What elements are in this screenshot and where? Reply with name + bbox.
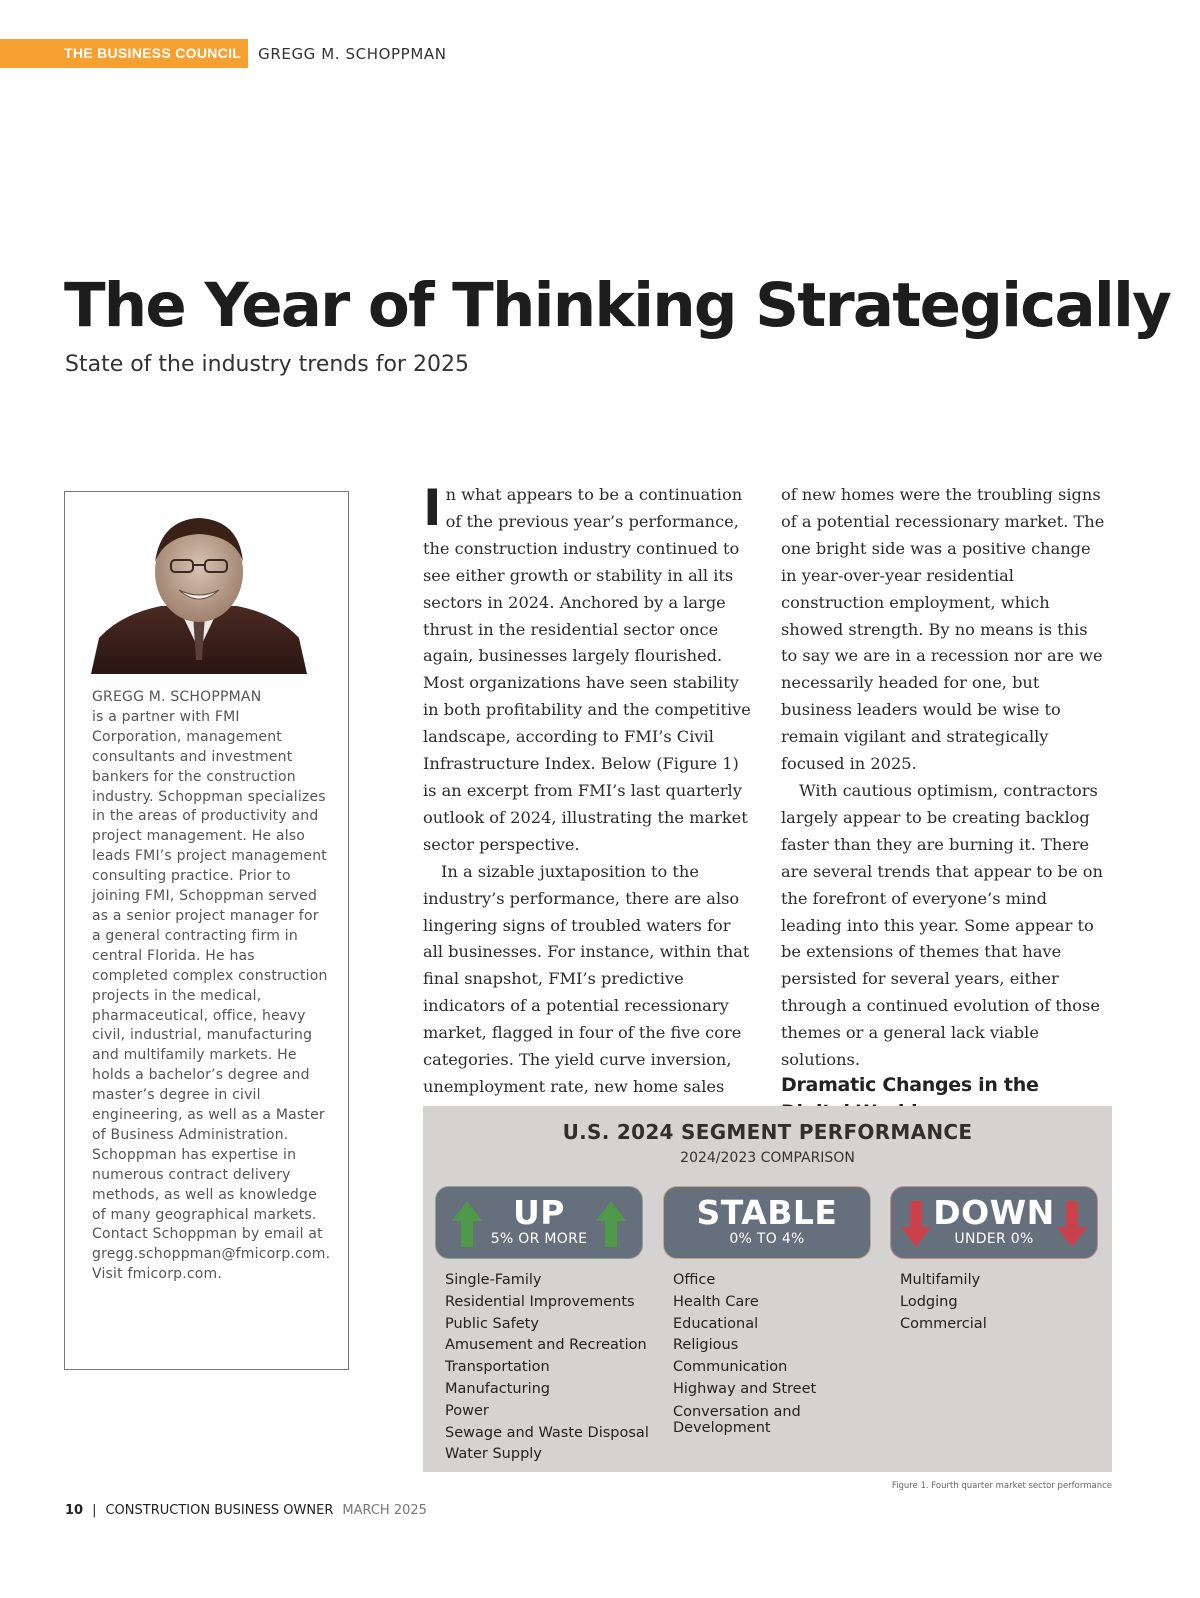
figure-title: U.S. 2024 SEGMENT PERFORMANCE [562,1120,973,1144]
badge-stable-label: STABLE [696,1193,838,1232]
list-item: Manufacturing [445,1380,550,1397]
paragraph-3: of new homes were the troubling signs of a potential recessionary market. The one bright side was a positive change in year-over-year residential construction employment, which showed strength. By no means is this to say we are in a recession nor are we necessarily headed for one, but business leaders would be wise to remain vigilant and strategically focused in 2025. [781,485,1105,774]
list-item: Lodging [900,1293,958,1310]
drop-cap: I [423,479,442,537]
figure-caption: Figure 1. Fourth quarter market sector performance [891,1481,1112,1491]
paragraph-2: In a sizable juxtaposition to the industry’s performance, there are also lingering signs of troubled waters for all businesses. For instance, within that final snapshot, FMI’s predictive indicators of a potential recessionary market, flagged in four of the five core categories. The yield curve inversion, unemployment rate, new home sales [423,861,750,1096]
article-title: The Year of Thinking Strategically [64,270,1171,341]
publication-name: CONSTRUCTION BUSINESS OWNER [105,1503,334,1518]
list-item: Commercial [900,1315,987,1332]
section-tag: THE BUSINESS COUNCIL [0,39,248,68]
stable-segment-list [673,1270,823,1436]
up-segment-list [445,1270,655,1466]
list-item: Religious [673,1337,739,1354]
list-item: Transportation [445,1359,550,1376]
list-item: Water Supply [445,1446,542,1463]
footer-separator: | [92,1503,97,1518]
badge-up-range: 5% OR MORE [490,1231,588,1247]
list-item: Multifamily [900,1272,981,1288]
paragraph-4: With cautious optimism, contractors largely appear to be creating backlog faster than they are burning it. There are several trends that appear to be on the forefront of everyone’s mind leading into this year. Some appear to be extensions of themes that have persisted for several years, either through a continued evolution of those themes or a general lack viable solutions. [781,780,1103,1070]
list-item: Sewage and Waste Disposal [445,1424,649,1441]
badge-stable-range: 0% TO 4% [729,1231,805,1247]
down-arrow-icon [1057,1201,1087,1247]
list-item: Single-Family [445,1272,542,1288]
badge-stable [663,1186,871,1259]
header-author: GREGG M. SCHOPPMAN [258,44,447,63]
page-number: 10 [65,1503,84,1518]
author-bio-box [64,491,349,1370]
paragraph-1: In what appears to be a continuation of the previous year’s performance, the construction industry continued to see either growth or stability in all its sectors in 2024. Anchored by a large thrust in the residential sector once again, businesses largely flourished. Most organizations have seen stability in both profitability and the competitive landscape, according to FMI’s Civil Infrastructure Index. Below (Figure 1) is an excerpt from FMI’s last quarterly outlook of 2024, illustrating the market sector perspective. [423,479,751,854]
section-subhead: Dramatic Changes in the [781,1073,1039,1096]
list-item: Communication [673,1359,788,1376]
bio-description: is a partner with FMI Corporation, management consultants and investment bankers for the construction industry. Schoppman specializes in the areas of productivity and project management. He also leads FMI’s project management consulting practice. Prior to joining FMI, Schoppman served as a senior project manager for a general contracting firm in central Florida. He has completed complex construction projects in the medical, pharmaceutical, office, heavy civil, industrial, manufacturing and multifamily markets. He holds a bachelor’s degree and master’s degree in civil engineering, as well as a Master of Business Administration. Schoppman has expertise in numerous contract delivery methods, as well as knowledge of many geographical markets. Contact Schoppman by email at gregg.schoppman@fmicorp.com. Visit fmicorp.com. [92,708,331,1283]
list-item: Conversation and Development [673,1403,801,1436]
badge-up [435,1186,643,1259]
up-arrow-icon [596,1201,626,1247]
bio-name: GREGG M. SCHOPPMAN [92,689,262,705]
author-portrait-image [91,510,307,674]
article-subtitle: State of the industry trends for 2025 [65,352,469,377]
segment-performance-figure [423,1106,1112,1472]
figure-subtitle: 2024/2023 COMPARISON [680,1150,855,1166]
list-item: Health Care [673,1293,759,1310]
badge-up-label: UP [513,1193,565,1232]
list-item: Educational [673,1315,759,1332]
down-segment-list [900,1270,1100,1335]
badge-down-range: UNDER 0% [954,1231,1034,1247]
badge-down-label: DOWN [933,1193,1055,1232]
list-item: Office [673,1272,716,1288]
list-item: Highway and Street [673,1380,817,1397]
list-item: Public Safety [445,1315,539,1332]
article-column-2 [781,482,1106,1126]
badge-down [890,1186,1098,1259]
list-item: Amusement and Recreation [445,1337,647,1354]
issue-date: MARCH 2025 [342,1503,427,1518]
list-item: Residential Improvements [445,1293,635,1310]
running-header [0,39,447,68]
list-item: Power [445,1402,489,1419]
author-bio-text [92,688,332,1285]
article-column-1 [423,479,753,1128]
page-footer [65,1503,427,1518]
